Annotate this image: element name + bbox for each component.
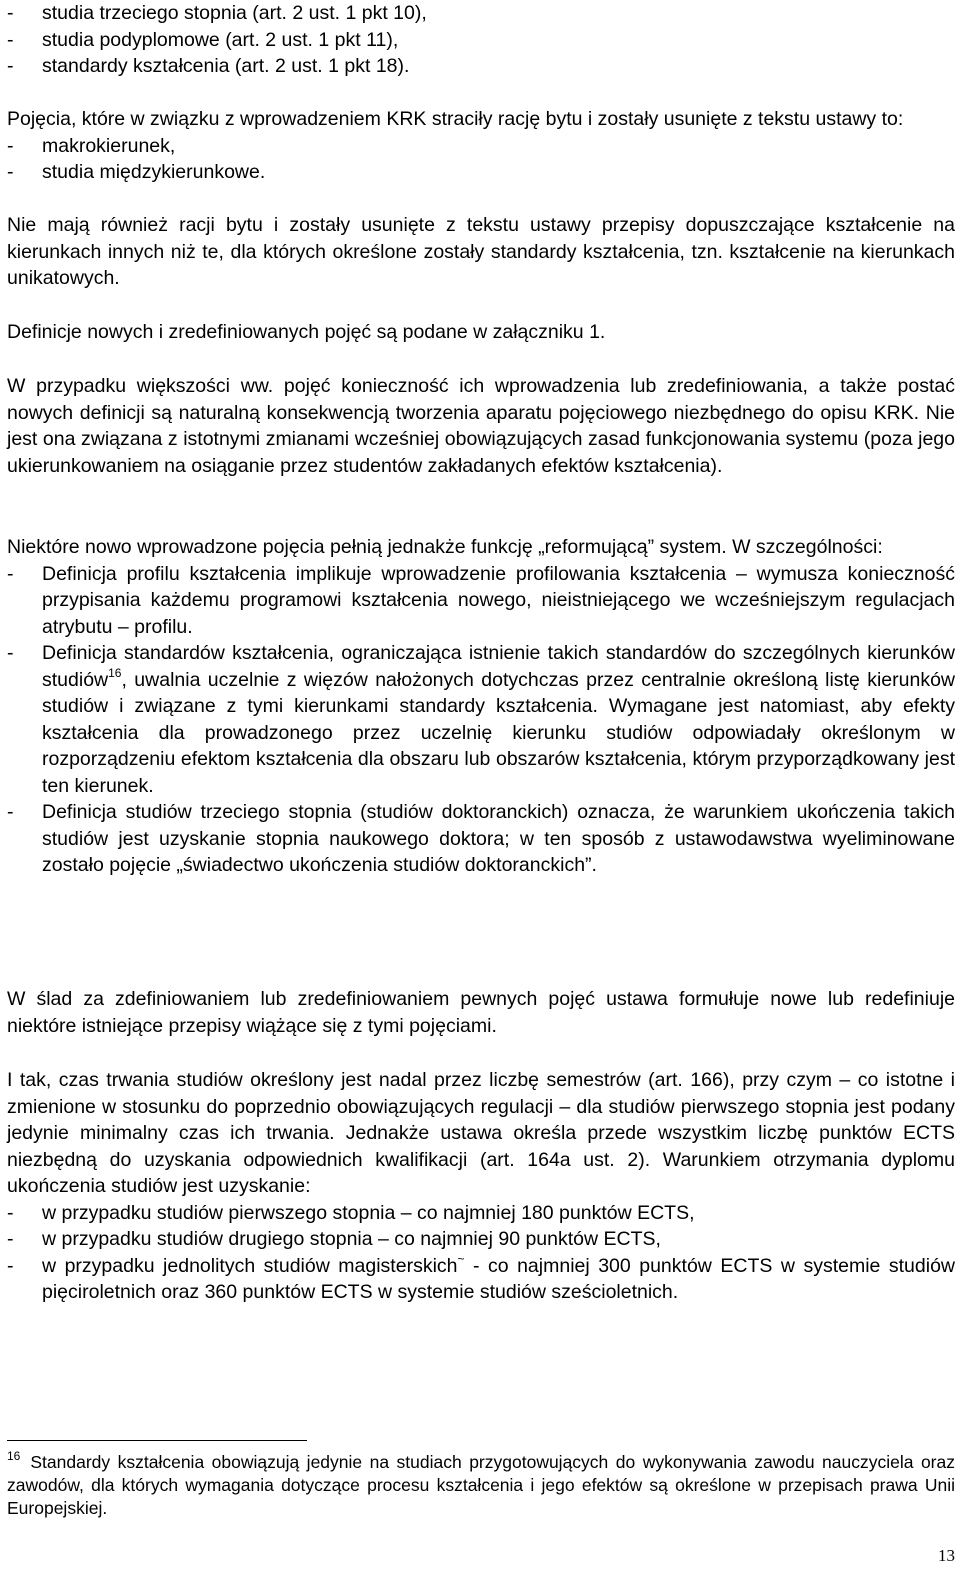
list-dash: - [7, 1254, 14, 1277]
list-dash: - [7, 2, 14, 24]
footnote-text: Standardy kształcenia obowiązują jedynie na studiach przygotowujących do wykonywania zawodu nauczyciela oraz zawodów, dla których wymagania dotyczące procesu kształcenia i jego efektów są określone w przepisach prawa Unii Europejskiej. [7, 1452, 955, 1518]
paragraph-w-slad: W ślad za zdefiniowaniem lub zredefiniowaniem pewnych pojęć ustawa formułuje nowe lub redefiniuje niektóre istniejące przepisy wiążące się z tymi pojęciami. [7, 988, 955, 1037]
list-item [7, 53, 955, 80]
tilde-mark: ~ [457, 1251, 465, 1266]
paragraph-text: Niektóre nowo wprowadzone pojęcia pełnią jednakże funkcję „reformującą” system. W szczególności: [7, 536, 883, 558]
list-item [7, 799, 955, 879]
list-item-text: standardy kształcenia (art. 2 ust. 1 pkt 18). [42, 55, 410, 77]
list-item-text-part: , uwalnia uczelnie z więzów nałożonych dotychczas przez centralnie określoną listę kierunków studiów i związane z tymi kierunkami standardy kształcenia. Wymagane jest natomiast, aby efekty kształcenia dla prowadzonego przez uczelnię kierunku studiów odpowiadały określonym w rozporządzeniu efektom kształcenia dla obszaru lub obszarów kształcenia, którym przyporządkowany jest ten kierunek. [42, 668, 955, 797]
list-dash: - [7, 161, 14, 183]
list-item [7, 1200, 955, 1227]
list-item-text: studia trzeciego stopnia (art. 2 ust. 1 pkt 10), [42, 2, 427, 24]
list-item [7, 1226, 955, 1253]
footnote-number: 16 [7, 1449, 21, 1463]
page-number: 13 [938, 1546, 955, 1565]
list-item-text: studia podyplomowe (art. 2 ust. 1 pkt 11), [42, 28, 399, 51]
list-item-text: Definicja profilu kształcenia implikuje wprowadzenie profilowania kształcenia – wymusza konieczność przypisania każdemu programowi kształcenia nowego, nieistniejącego we wcześniejszym regulacjach atrybutu – profilu. [42, 562, 955, 638]
list-top [7, 0, 955, 80]
footnote-separator [7, 1440, 307, 1441]
list-item-text-part: w przypadku jednolitych studiów magisterskich [42, 1254, 458, 1277]
list-dash: - [7, 28, 14, 51]
list-item [7, 159, 955, 186]
paragraph-text: Pojęcia, które w związku z wprowadzeniem KRK straciły rację bytu i zostały usunięte z tekstu ustawy to: [7, 108, 904, 130]
footnote [7, 1451, 955, 1520]
list-item-text [42, 640, 955, 799]
list-item [7, 640, 955, 799]
list-dash: - [7, 642, 14, 664]
paragraph-wiekszosc: W przypadku większości ww. pojęć konieczność ich wprowadzenia lub zredefiniowania, a także postać nowych definicji są naturalną konsekwencją tworzenia aparatu pojęciowego niezbędnego do opisu KRK. Nie jest ona związana z istotnymi zmianami wcześniej obowiązujących zasad funkcjonowania systemu (poza jego ukierunkowaniem na osiąganie przez studentów zakładanych efektów kształcenia). [7, 375, 955, 477]
paragraph-definicje: Definicje nowych i zredefiniowanych pojęć są podane w załączniku 1. [7, 321, 606, 343]
list-item-text [42, 1253, 955, 1306]
paragraph-i-tak [7, 1067, 955, 1306]
list-dash: - [7, 801, 14, 823]
list-item [7, 561, 955, 641]
paragraph-text: I tak, czas trwania studiów określony jest nadal przez liczbę semestrów (art. 166), przy czym – co istotne i zmienione w stosunku do poprzednio obowiązujących regulacji – dla studiów pierwszego stopnia jest podany jedynie minimalny czas ich trwania. Jednakże ustawa określa przede wszystkim liczbę punktów ECTS niezbędną do uzyskania odpowiednich kwalifikacji (art. 164a ust. 2). Warunkiem otrzymania dyplomu ukończenia studiów jest uzyskanie: [7, 1069, 955, 1197]
list-item-text-part: Definicja standardów kształcenia, ograniczająca istnienie takich standardów do szczególnych kierunków studiów [42, 642, 955, 691]
list-dash: - [7, 1201, 14, 1224]
list-item [7, 133, 955, 160]
paragraph-pojecia [7, 106, 955, 186]
list-dash: - [7, 562, 14, 585]
list-item-text: Definicja studiów trzeciego stopnia (studiów doktoranckich) oznacza, że warunkiem ukończenia takich studiów jest uzyskanie stopnia naukowego doktora; w ten sposób z ustawodawstwa wyeliminowane zostało pojęcie „świadectwo ukończenia studiów doktoranckich”. [42, 801, 955, 876]
paragraph-niektore [7, 534, 955, 879]
list-item-text: w przypadku studiów pierwszego stopnia – co najmniej 180 punktów ECTS, [42, 1201, 695, 1224]
list-item-text: makrokierunek, [42, 134, 176, 157]
list-dash: - [7, 55, 14, 77]
list-item [7, 0, 955, 27]
list-dash: - [7, 1228, 14, 1250]
footnote-ref: 16 [108, 665, 122, 680]
list-dash: - [7, 134, 14, 157]
list-item [7, 1253, 955, 1306]
list-item-text: studia międzykierunkowe. [42, 161, 266, 183]
list-item-text-part: - co najmniej 300 punktów ECTS w systemie studiów pięciroletnich oraz 360 punktów ECTS w systemie studiów sześcioletnich. [42, 1254, 955, 1303]
paragraph-nie-maja: Nie mają również racji bytu i zostały usunięte z tekstu ustawy przepisy dopuszczające kształcenie na kierunkach innych niż te, dla których określone zostały standardy kształcenia, tzn. kształcenie na kierunkach unikatowych. [7, 214, 955, 289]
list-item [7, 27, 955, 54]
list-item-text: w przypadku studiów drugiego stopnia – co najmniej 90 punktów ECTS, [42, 1228, 661, 1250]
